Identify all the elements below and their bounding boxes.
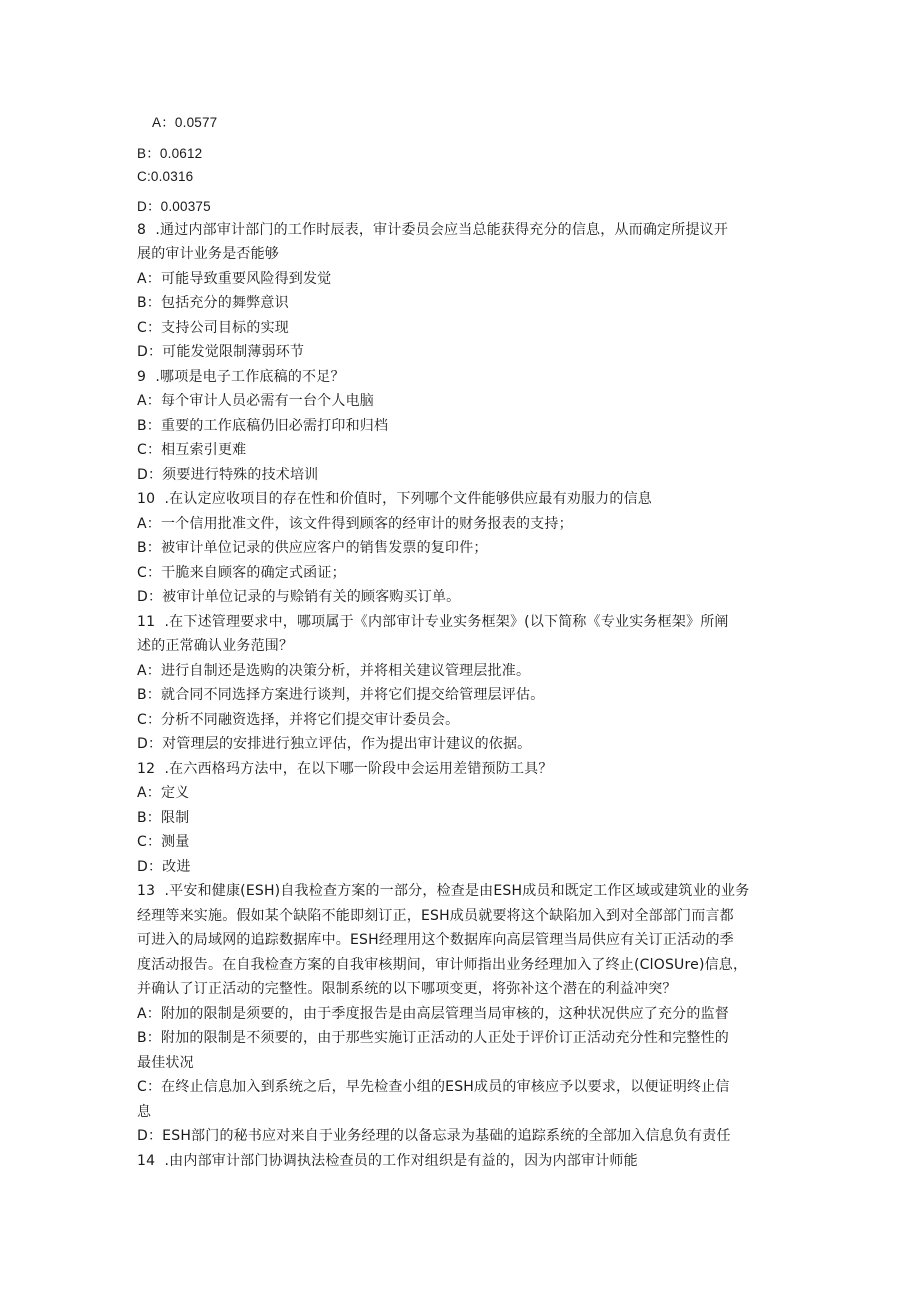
option-b-line: B：限制 [137,810,190,826]
option-b-line: B：就合同不同选择方案进行谈判，并将它们提交给管理层评估。 [137,687,545,703]
option-b-line: B：重要的工作底稿仍旧必需打印和归档 [137,418,389,434]
option-c-line: C：在终止信息加入到系统之后，早先检查小组的ESH成员的审核应予以要求，以便证明终止信 [137,1079,730,1095]
option-d-line: D：0.00375 [137,199,211,214]
question-12-line: 12 .在六西格玛方法中，在以下哪一阶段中会运用差错预防工具？ [137,761,553,777]
question-11-line: 11 .在下述管理要求中，哪项属于《内部审计专业实务框架》(以下简称《专业实务框架》所阐 [137,614,729,630]
option-a-line: A：0.0577 [152,115,218,130]
option-b-line: B：包括充分的舞弊意识 [137,295,289,311]
option-a-line: A：一个信用批准文件，该文件得到顾客的经审计的财务报表的支持； [137,516,573,532]
question-13-line: 经理等来实施。假如某个缺陷不能即刻订正，ESH成员就要将这个缺陷加入到对全部部门而言都 [137,908,734,924]
question-14-line: 14 .由内部审计部门协调执法检查员的工作对组织是有益的，因为内部审计师能 [137,1153,638,1169]
option-c-line: C：相互索引更难 [137,442,247,458]
option-b-line: B：0.0612 [137,146,203,161]
question-13-line: 并确认了订正活动的完整性。限制系统的以下哪项变更，将弥补这个潜在的利益冲突？ [137,981,677,997]
option-a-line: A：可能导致重要风险得到发觉 [137,271,332,287]
question-8-line: 8 .通过内部审计部门的工作时辰表，审计委员会应当总能获得充分的信息，从而确定所提议开 [137,222,729,238]
question-9-line: 9 .哪项是电子工作底稿的不足？ [137,369,345,385]
option-c-line: C：支持公司目标的实现 [137,320,289,336]
option-a-line: A：附加的限制是须要的，由于季度报告是由高层管理当局审核的，这种状况供应了充分的监督 [137,1006,729,1022]
option-c-line: C：测量 [137,834,190,850]
option-c-line: C：干脆来自顾客的确定式函证； [137,565,346,581]
question-11-line: 述的正常确认业务范围？ [137,638,294,654]
option-b-line: B：附加的限制是不须要的，由于那些实施订正活动的人正处于评价订正活动充分性和完整性的 [137,1030,730,1046]
option-d-line: D：可能发觉限制薄弱环节 [137,344,305,360]
question-13-line: 度活动报告。在自我检查方案的自我审核期间，审计师指出业务经理加入了终止(ClOSUre)信息， [137,957,748,973]
question-8-line: 展的审计业务是否能够 [137,246,279,262]
option-c-line: C:0.0316 [137,169,194,184]
option-b-line: 最佳状况 [137,1055,194,1071]
option-d-line: D：须要进行特殊的技术培训 [137,467,319,483]
question-13-line: 可进入的局域网的追踪数据库中。ESH经理用这个数据库向高层管理当局供应有关订正活动的季 [137,932,734,948]
question-10-line: 10 .在认定应收项目的存在性和价值时，下列哪个文件能够供应最有劝服力的信息 [137,491,652,507]
option-d-line: D：对管理层的安排进行独立评估，作为提出审计建议的依据。 [137,736,532,752]
option-c-line: C：分析不同融资选择，并将它们提交审计委员会。 [137,712,460,728]
option-b-line: B：被审计单位记录的供应应客户的销售发票的复印件； [137,540,488,556]
option-a-line: A：定义 [137,785,190,801]
option-c-line: 息 [137,1104,152,1120]
question-13-line: 13 .平安和健康(ESH)自我检查方案的一部分，检查是由ESH成员和既定工作区域或建筑业的业务 [137,883,750,899]
option-d-line: D：改进 [137,859,191,875]
option-a-line: A：进行自制还是选购的决策分析，并将相关建议管理层批准。 [137,663,531,679]
option-d-line: D：被审计单位记录的与赊销有关的顾客购买订单。 [137,589,461,605]
option-d-line: D：ESH部门的秘书应对来自于业务经理的以备忘录为基础的追踪系统的全部加入信息负有责任 [137,1128,731,1144]
option-a-line: A：每个审计人员必需有一台个人电脑 [137,393,374,409]
